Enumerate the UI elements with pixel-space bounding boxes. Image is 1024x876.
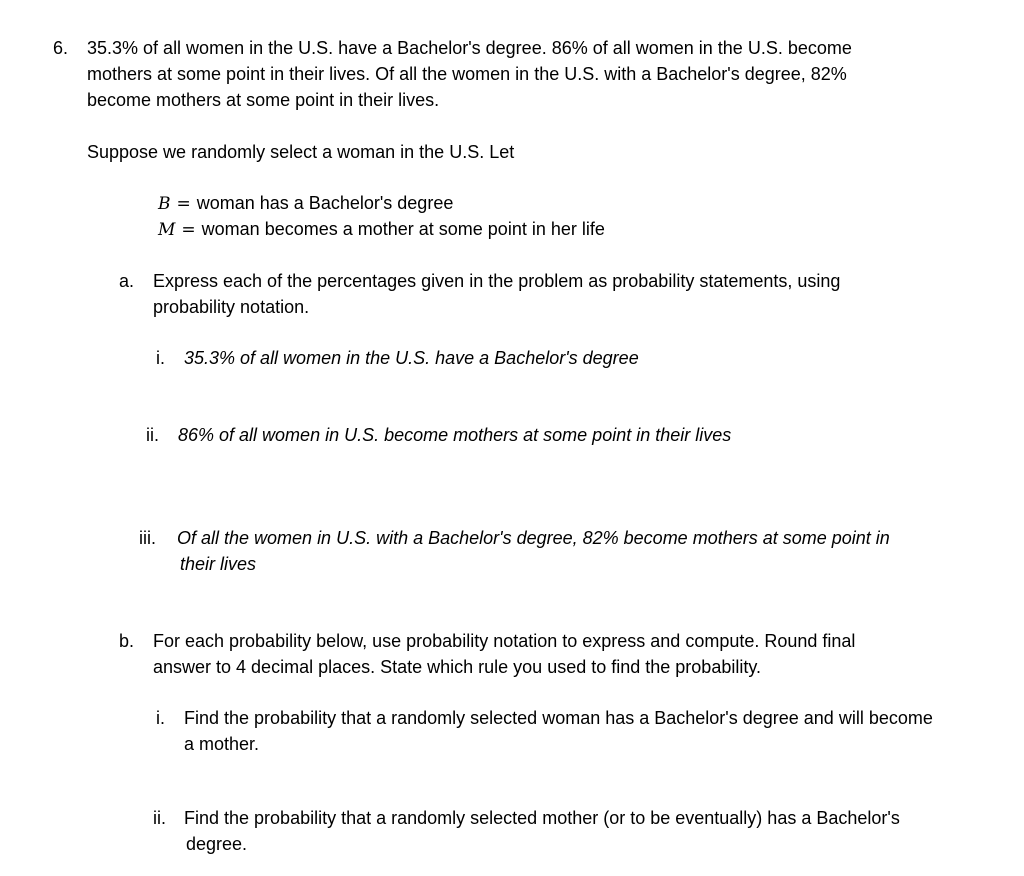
part-b-text-line-2: answer to 4 decimal places. State which rule you used to find the probability. [153, 657, 762, 677]
part-a-item-3-text-line-1: Of all the women in U.S. with a Bachelor's degree, 82% become mothers at some point in [177, 528, 890, 548]
part-b-item-2-label: ii. [153, 808, 166, 828]
part-b-item-2-text-line-1: Find the probability that a randomly selected mother (or to be eventually) has a Bachelor's [184, 808, 900, 828]
part-a-item-1-label: i. [156, 348, 165, 368]
definition-m [158, 216, 605, 243]
part-b-item-1-text-line-2: a mother. [184, 734, 260, 754]
part-a-item-3-label: iii. [139, 528, 156, 548]
definition-b-equals: = [176, 194, 191, 214]
part-a-item-2-text: 86% of all women in U.S. become mothers at some point in their lives [178, 425, 732, 445]
part-b-text-line-1: For each probability below, use probability notation to express and compute. Round final [153, 631, 856, 651]
definition-m-symbol: M [158, 220, 176, 240]
definition-m-text: woman becomes a mother at some point in her life [201, 219, 605, 239]
part-a-item-1-text: 35.3% of all women in the U.S. have a Bachelor's degree [184, 348, 639, 368]
part-a-label: a. [119, 271, 135, 291]
part-b-item-1-text-line-1: Find the probability that a randomly selected woman has a Bachelor's degree and will become [184, 708, 933, 728]
suppose-text: Suppose we randomly select a woman in the U.S. Let [87, 142, 515, 162]
part-b-label: b. [119, 631, 135, 651]
problem-stem-line-1: 35.3% of all women in the U.S. have a Bachelor's degree. 86% of all women in the U.S. become [87, 38, 852, 58]
definition-b-symbol: B [158, 194, 171, 214]
part-b-item-1-label: i. [156, 708, 165, 728]
problem-number: 6. [53, 38, 69, 58]
part-a-text-line-1: Express each of the percentages given in the problem as probability statements, using [153, 271, 841, 291]
part-a-item-2-label: ii. [146, 425, 159, 445]
definition-b-text: woman has a Bachelor's degree [196, 193, 454, 213]
definition-m-equals: = [181, 220, 196, 240]
part-a-text-line-2: probability notation. [153, 297, 310, 317]
problem-stem-line-2: mothers at some point in their lives. Of all the women in the U.S. with a Bachelor's degree, 82% [87, 64, 847, 84]
part-a-item-3-text-line-2: their lives [180, 554, 257, 574]
problem-stem-line-3: become mothers at some point in their lives. [87, 90, 440, 110]
definition-b [158, 190, 453, 217]
part-b-item-2-text-line-2: degree. [186, 834, 248, 854]
